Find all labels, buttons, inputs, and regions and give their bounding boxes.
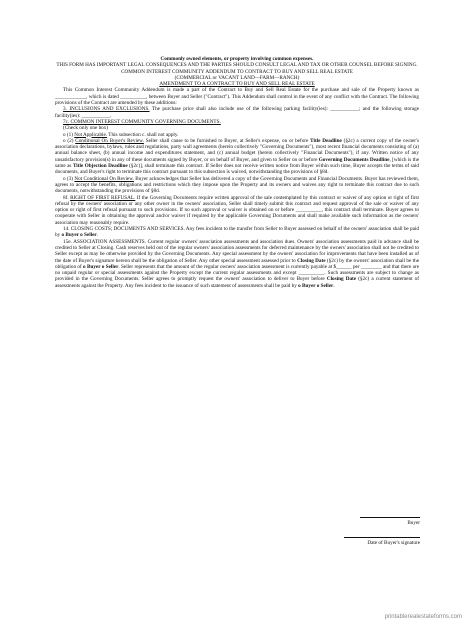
- special-assessment-payer-options[interactable]: o Buyer o Seller: [83, 263, 119, 270]
- section-8f: [55, 195, 419, 226]
- option-2-label: Conditional On Buyer's Review.: [75, 137, 144, 144]
- option-2-text: , [which is the same as: [55, 156, 420, 170]
- addendum-subtitle: (COMMERCIAL or VACANT LAND—FARM—RANCH): [174, 74, 300, 81]
- section-15e-text: . Seller represents that the amount of the regular owners' association assessment is currently payable at $______ per ________ and that there are no unpaid regular or special assessments against the Property except the current regular assessments and except __________. Such assessments are subject to change as provided in the Governing Documents. Seller agrees to promptly request the owners' association to deliver to Buyer before: [55, 263, 420, 283]
- intro-paragraph: This Common Interest Community Addendum is made a part of the Contract to Buy and Sell Real Estate for the purchase and sale of the Property known as ____________, which is dated __________, between Buyer and Seller ("Contract"). This Addendum shall control in the event of any conflict with the Contract. The following provisions of the Contract are amended by these additions:: [55, 87, 419, 107]
- legal-warning: THIS FORM HAS IMPORTANT LEGAL CONSEQUENCES AND THE PARTIES SHOULD CONSULT LEGAL AND TAX OR OTHER COUNSEL BEFORE SIGNING.: [56, 62, 418, 69]
- document-body: [55, 56, 419, 289]
- section-15e-text: .: [333, 282, 335, 289]
- option-2-text: (§2c)], shall terminate this contract. If Seller does not receive written notice from Buyer within such time, Buyer accepts the terms of said documents, and Buyer's right to terminate this contract pursuant to this subsection is waived, notwithstanding the provisions of §8d.: [55, 163, 419, 176]
- section-15e: [55, 239, 419, 289]
- buyer-signature-block: [340, 517, 420, 526]
- check-instruction: (Check only one box): [63, 125, 109, 132]
- title-objection-deadline: Title Objection Deadline: [72, 163, 128, 170]
- option-1-text: This subsection c. shall not apply.: [107, 131, 179, 138]
- section-3-label: 3. INCLUSIONS AND EXCLUSIONS.: [63, 106, 150, 113]
- option-2-text: (§2c) a current copy of the owner's association declarations, bylaws, rules and regulations, party wall agreements (herein collectively "Governing Documents"), most recent financial documents consisting of (a) annual balance sheet, (b) annual income and expenditures statement, and (c) annual budget (herein collectively "Financial Documents"), if any. Written notice of any unsatisfactory provision(s) in any of these documents signed by Buyer, or on behalf of Buyer, and given to Seller on or before: [55, 137, 419, 163]
- section-8f-number: 8f.: [63, 194, 71, 201]
- heading-common-elements: Commonly owned elements, or property involving common expenses.: [160, 56, 314, 62]
- option-3-label: Not Conditional On Review.: [74, 175, 134, 182]
- option-3-text: Buyer acknowledges that Seller has delivered a copy of the Governing Documents and Financial Documents. Buyer has reviewed them, agrees to accept the benefits, obligations and restrictions which they impose upon the Property and its owners and waives any right to terminate this contract due to such documents, notwithstanding the provisions of §8d.: [55, 175, 419, 195]
- option-2-text: Seller shall cause to be furnished to Buyer, at Seller's expense, on or before: [143, 137, 311, 144]
- title-deadline: Title Deadline: [310, 137, 342, 144]
- section-3-text: The purchase price shall also include use of the following parking facility(ies): ___________; and the following storage facility(ies): ___________.: [55, 106, 419, 119]
- closing-date: Closing Date: [297, 257, 326, 264]
- site-watermark: printablerealestateforms.com: [384, 614, 462, 620]
- buyer-label: Buyer: [407, 520, 420, 526]
- section-14-text: 14. CLOSING COSTS; DOCUMENTS AND SERVICES. Any fees incident to the transfer from Seller to Buyer assessed on behalf of the owners' association shall be paid by: [55, 226, 419, 239]
- option-3-checkbox[interactable]: o (3): [63, 175, 75, 182]
- option-2: [55, 138, 419, 176]
- section-15e-text: (§2c) a current statement of assessments against the Property. Any fees incident to the issuance of such statement of assessments shall be paid by: [55, 276, 419, 289]
- date-signature-block: [340, 537, 420, 546]
- section-14: [55, 226, 419, 239]
- option-3: [55, 176, 419, 195]
- section-15e-text: (§2c) by the owners' association shall be the obligation of: [55, 257, 420, 270]
- section-8f-text: If the Governing Documents require written approval of the sale contemplated by this contract or waiver of any option or right of first refusal by the owners' association or any other owner in the owners' association, Seller shall timely submit this contract and request approval of the sale or waiver of any option or right of first refusal pursuant to such provisions. If no such approval or waiver is obtained on or before __________, this contract shall terminate. Buyer agrees to cooperate with Seller in obtaining the approval and/or waiver if required by the applicable Governing Documents and shall make available such information as the owners' association may reasonably require.: [55, 194, 419, 226]
- closing-date: Closing Date: [326, 276, 357, 283]
- section-14-payer-options[interactable]: o Buyer o Seller: [61, 232, 97, 239]
- date-label: Date of Buyer's signature: [367, 540, 420, 546]
- option-2-checkbox[interactable]: o (2): [63, 137, 76, 144]
- option-1-checkbox[interactable]: o (1): [63, 131, 75, 138]
- section-15e-text: 15e. ASSOCIATION ASSESSMENTS. Current regular owners' association assessments and association dues. Owners' association assessments paid in advance shall be credited to Seller at Closing. Cash reserves held out of the regular owners' association assessments for deferred maintenance by the owners' association shall not be credited to Seller except as may be otherwise provided by the Governing Documents. Any special assessment by the owners' association for improvements that have been installed as of the date of Buyer's signature hereon shall be the obligation of Seller. Any other special assessment assessed prior to: [55, 238, 419, 264]
- addendum-title: COMMON INTEREST COMMUNITY ADDENDUM TO CONTRACT TO BUY AND SELL REAL ESTATE: [121, 68, 353, 75]
- statement-fee-payer-options[interactable]: o Buyer o Seller: [298, 282, 334, 289]
- option-1-label: Not Applicable.: [74, 131, 108, 138]
- section-14-text: .: [96, 232, 98, 239]
- date-signature-line[interactable]: [344, 537, 420, 538]
- section-3: [55, 106, 419, 119]
- section-7c-label: 7c. COMMON INTEREST COMMUNITY GOVERNING DOCUMENTS.: [63, 118, 221, 125]
- buyer-signature-line[interactable]: [360, 517, 420, 518]
- section-8f-label: RIGHT OF FIRST REFUSAL.: [70, 194, 136, 201]
- amendment-title: AMENDMENT TO A CONTRACT TO BUY AND SELL REAL ESTATE: [159, 81, 315, 88]
- governing-documents-deadline: Governing Documents Deadline: [318, 156, 390, 163]
